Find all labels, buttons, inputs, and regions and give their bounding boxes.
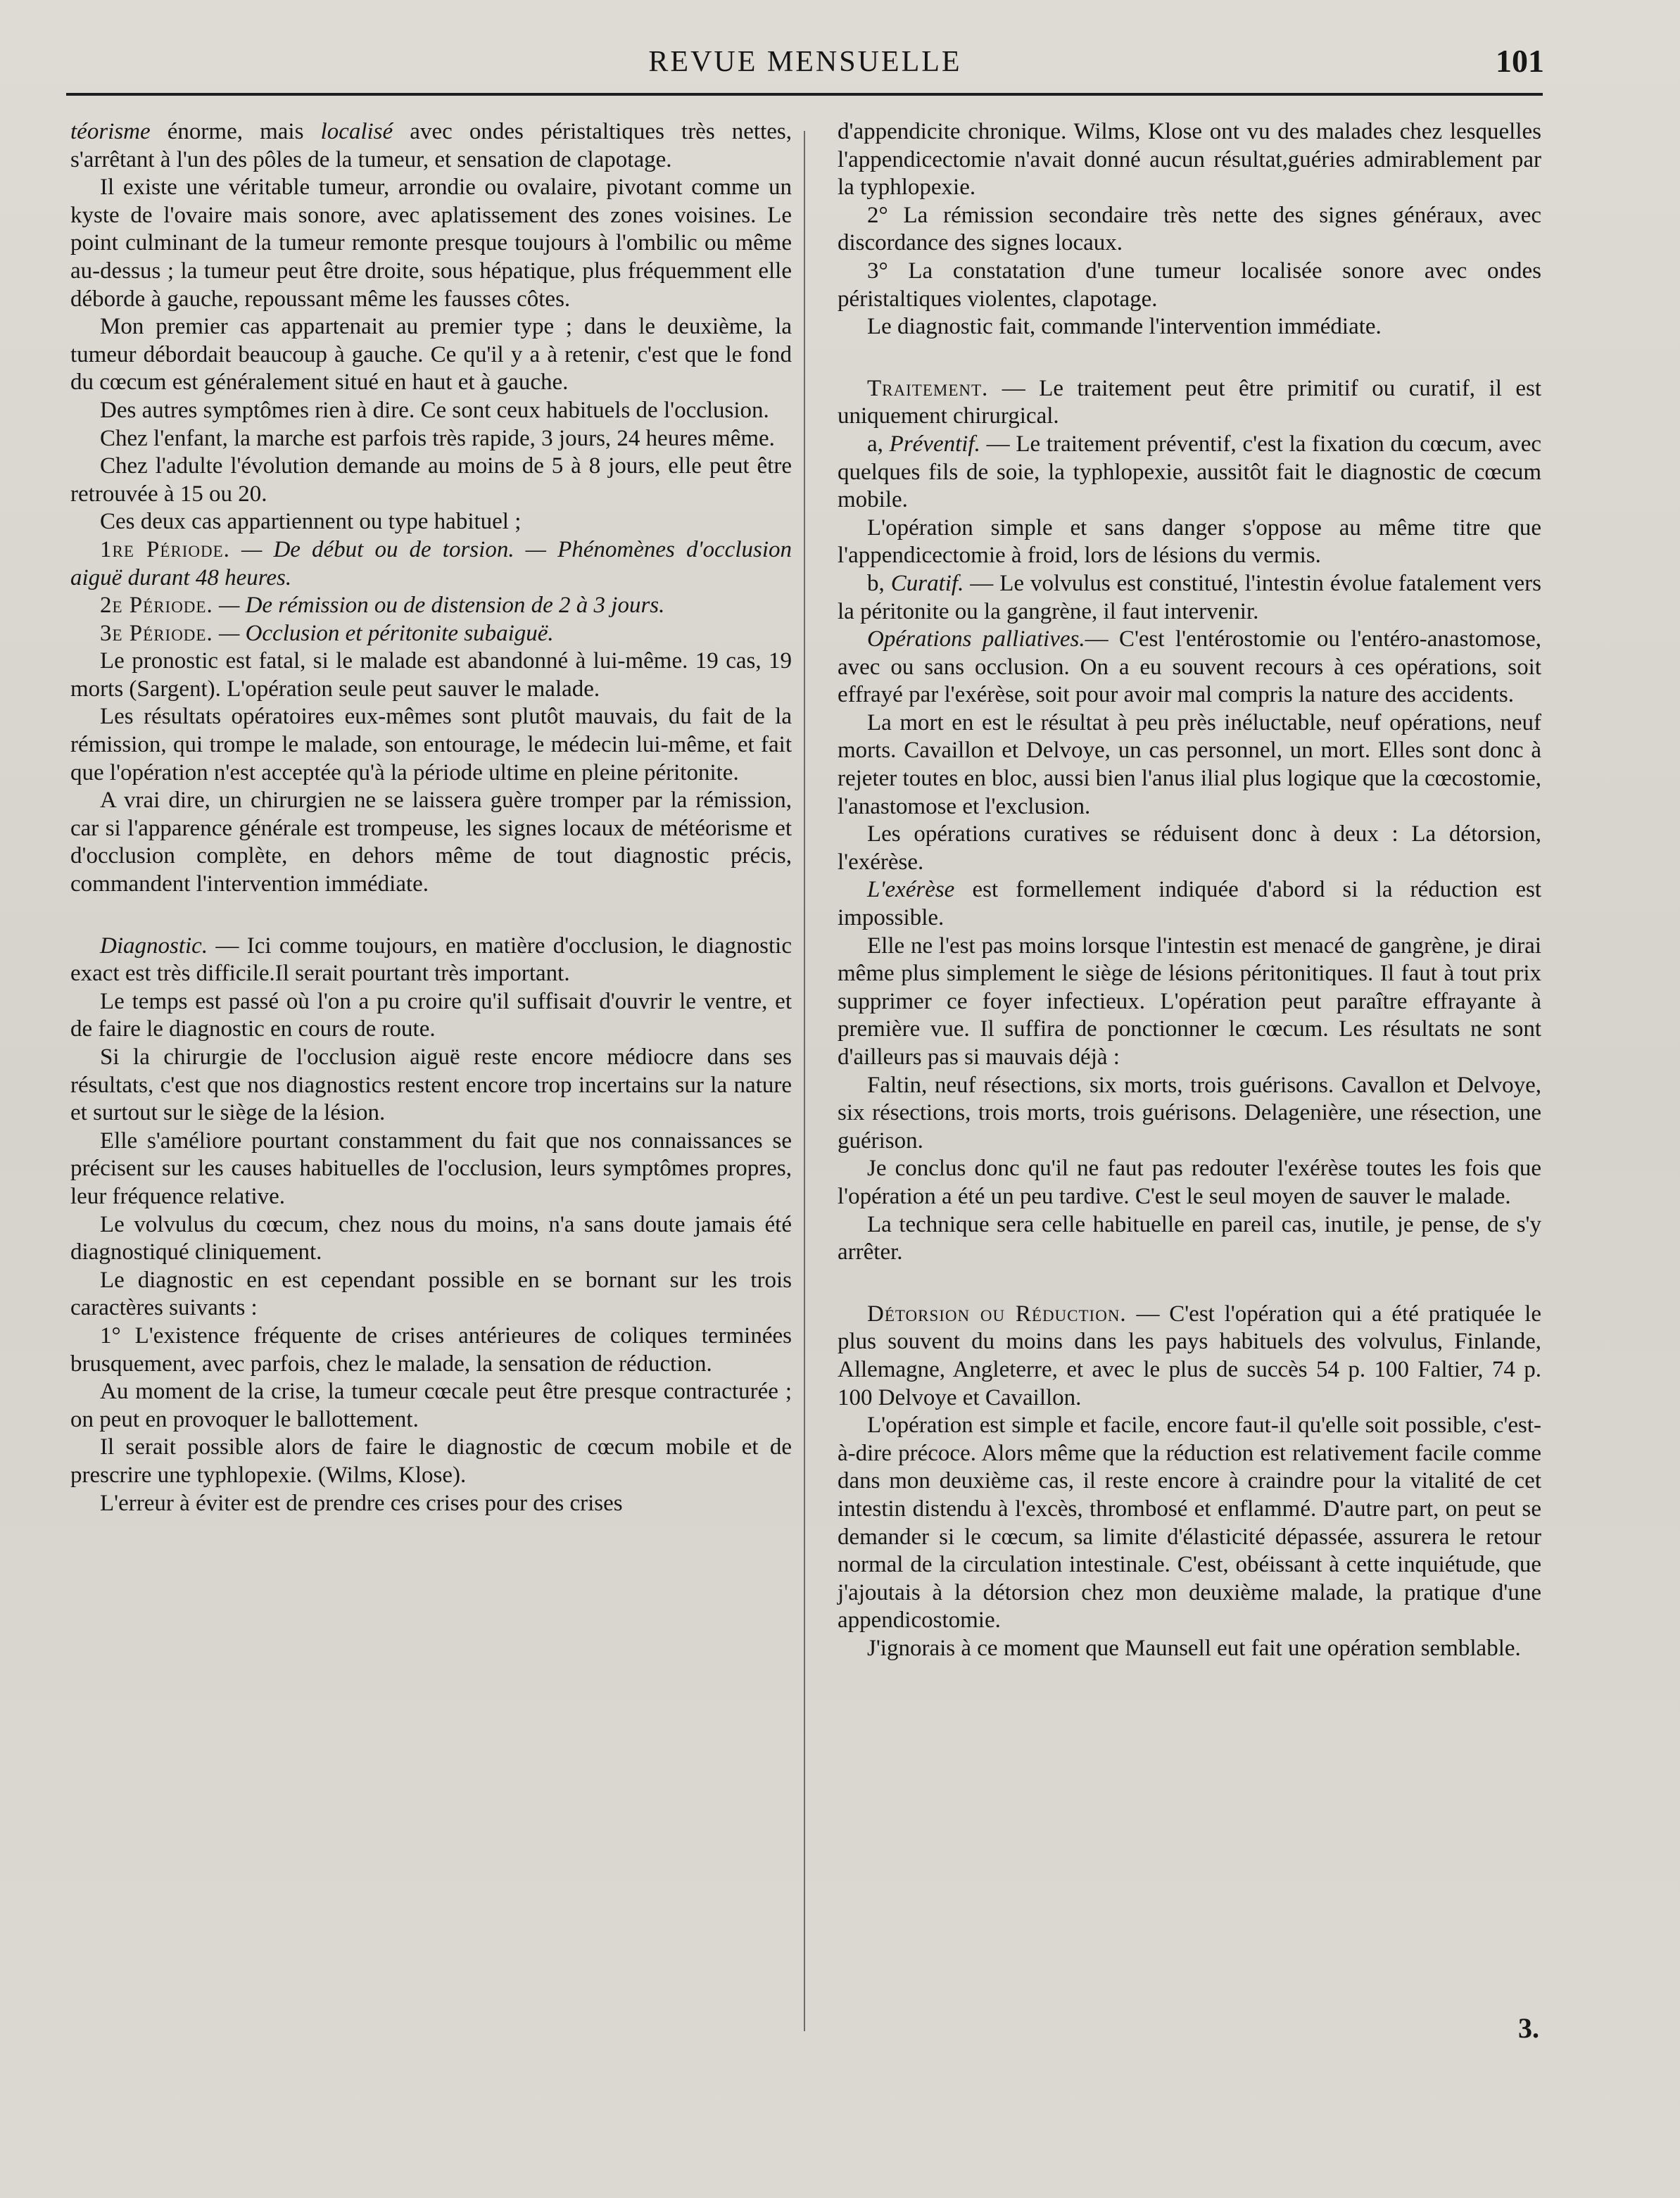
left-column — [70, 118, 792, 1517]
subsection-label: Opérations palliatives. — [867, 626, 1085, 652]
paragraph: 3° La constatation d'une tumeur localisée sonore avec ondes péristaltiques violentes, clapotage. — [838, 258, 1541, 312]
text: — Le traitement peut être primitif ou curatif, il est uniquement chirurgical. — [838, 375, 1541, 429]
column-divider — [804, 131, 805, 2031]
paragraph: Elle ne l'est pas moins lorsque l'intestin est menacé de gangrène, je dirai même plus simplement le siège de lésions péritonitiques. Il faut à tout prix supprimer ce foyer infectieux. L'opération peut paraître effrayante à première vue. Il suffira de ponctionner le cœcum. Les résultats ne sont d'ailleurs pas si mauvais déjà : — [838, 933, 1541, 1070]
subsection-label: L'exérèse — [867, 877, 955, 903]
paragraph: Il serait possible alors de faire le diagnostic de cœcum mobile et de prescrire une typhlopexie. (Wilms, Klose). — [70, 1434, 792, 1488]
paragraph: Il existe une véritable tumeur, arrondie ou ovalaire, pivotant comme un kyste de l'ovaire mais sonore, avec aplatissement des zones voisines. Le point culminant de la tumeur remonte presque toujours à l'ombilic ou même au-dessus ; la tumeur peut être droite, sous hépatique, plus fréquemment elle déborde à gauche, repoussant même les fausses côtes. — [70, 175, 792, 312]
section-label: Traitement. — [867, 375, 989, 401]
italic-text: téorisme — [70, 119, 151, 144]
paragraph: Si la chirurgie de l'occlusion aiguë reste encore médiocre dans ses résultats, c'est que nos diagnostics restent encore trop incertains sur la nature et surtout sur le siège de la lésion. — [70, 1044, 792, 1126]
header-rule — [66, 93, 1543, 96]
paragraph: Ces deux cas appartiennent ou type habituel ; — [100, 509, 522, 535]
period-paragraph — [70, 536, 792, 592]
paragraph: Les opérations curatives se réduisent donc à deux : La détorsion, l'exérèse. — [838, 821, 1541, 875]
section-paragraph — [70, 933, 792, 988]
section-paragraph — [838, 1301, 1541, 1412]
paragraph: Les résultats opératoires eux-mêmes sont plutôt mauvais, du fait de la rémission, qui trompe le malade, son entourage, le médecin lui-même, et fait que l'opération n'est acceptée qu'à la période ultime en pleine péritonite. — [70, 704, 792, 785]
paragraph: L'opération simple et sans danger s'oppose au même titre que l'appendicectomie à froid, lors de lésions du vermis. — [838, 514, 1541, 569]
period-text: — De début ou de torsion. — Phénomènes d'occlusion aiguë durant 48 heures. — [70, 536, 792, 590]
paragraph — [838, 431, 1541, 514]
paragraph: A vrai dire, un chirurgien ne se laissera guère tromper par la rémission, car si l'apparence générale est trompeuse, les signes locaux de météorisme et d'occlusion complète, en dehors même de tout diagnostic précis, commandent l'intervention immédiate. — [70, 788, 792, 897]
text: — Le volvulus est constitué, l'intestin évolue fatalement vers la péritonite ou la gangrène, il faut intervenir. — [838, 570, 1541, 624]
section-paragraph — [838, 375, 1541, 431]
period-text: — De rémission ou de distension de 2 à 3 jours. — [213, 593, 665, 619]
paragraph: Le volvulus du cœcum, chez nous du moins, n'a sans doute jamais été diagnostiqué cliniquement. — [70, 1211, 792, 1265]
paragraph: La technique sera celle habituelle en pareil cas, inutile, je pense, de s'y arrêter. — [838, 1211, 1541, 1265]
paragraph: L'erreur à éviter est de prendre ces crises pour des crises — [100, 1490, 623, 1516]
paragraph: Chez l'adulte l'évolution demande au moins de 5 à 8 jours, elle peut être retrouvée à 15 ou 20. — [70, 453, 792, 507]
italic-text: localisé — [320, 119, 393, 144]
paragraph: Elle s'améliore pourtant constamment du fait que nos connaissances se précisent sur les causes habituelles de l'occlusion, leurs symptômes propres, leur fréquence relative. — [70, 1128, 792, 1209]
paragraph: 2° La rémission secondaire très nette des signes généraux, avec discordance des signes locaux. — [838, 202, 1541, 256]
paragraph: Je conclus donc qu'il ne faut pas redouter l'exérèse toutes les fois que l'opération a été un peu tardive. C'est le seul moyen de sauver le malade. — [838, 1156, 1541, 1209]
running-head: REVUE MENSUELLE — [648, 46, 962, 78]
paragraph — [838, 626, 1541, 709]
paragraph: La mort en est le résultat à peu près inéluctable, neuf opérations, neuf morts. Cavaillon et Delvoye, un cas personnel, un mort. Elles sont donc à rejeter toutes en bloc, aussi bien l'anus ilial plus logique que la cœcostomie, l'anastomose et l'exclusion. — [838, 709, 1541, 819]
text: est formellement indiquée d'abord si la réduction est impossible. — [838, 877, 1541, 931]
paragraph: J'ignorais à ce moment que Maunsell eut fait une opération semblable. — [867, 1635, 1521, 1661]
text: b, — [867, 570, 891, 596]
paragraph: Faltin, neuf résections, six morts, trois guérisons. Cavallon et Delvoye, six résections, trois morts, trois guérisons. Delagenière, une résection, une guérison. — [838, 1072, 1541, 1154]
text: — C'est l'opération qui a été pratiquée le plus souvent du moins dans les pays habituels des volvulus, Finlande, Allemagne, Angleterre, et avec le plus de succès 54 p. 100 Faltier, 74 p. 100 Delvoye et Cavaillon. — [838, 1301, 1541, 1410]
period-paragraph — [70, 592, 792, 620]
subsection-label: Préventif. — [889, 431, 980, 457]
section-label: Détorsion ou Réduction. — [867, 1301, 1127, 1327]
paragraph: Le diagnostic fait, commande l'intervention immédiate. — [867, 314, 1382, 340]
period-paragraph — [70, 620, 792, 648]
paragraph — [838, 570, 1541, 626]
text: — C'est l'entérostomie ou l'entéro-anastomose, avec ou sans occlusion. On a eu souvent recours à ces opérations, soit effrayé par l'exérèse, soit pour avoir mal compris la nature des accidents. — [838, 626, 1541, 708]
paragraph — [70, 118, 792, 174]
period-label: 2e Période. — [100, 593, 213, 619]
right-column — [838, 118, 1541, 1662]
period-label: 1re Période. — [100, 536, 230, 562]
period-label: 3e Période. — [100, 620, 213, 646]
text: énorme, mais — [150, 119, 321, 144]
page-number: 101 — [1496, 43, 1544, 79]
paragraph: L'opération est simple et facile, encore faut-il qu'elle soit possible, c'est-à-dire précoce. Alors même que la réduction est relativement facile comme dans mon deuxième cas, il reste encore à craindre pour la vitalité de cet intestin distendu à l'excès, thrombosé et enflammé. D'autre part, on peut se demander si le cœcum, sa limite d'élasticité dépassée, assurera le retour normal de la circulation intestinale. C'est, obéissant à cette inquiétude, que j'ajoutais à la détorsion chez mon deuxième malade, la pratique d'une appendicostomie. — [838, 1413, 1541, 1634]
text: — Ici comme toujours, en matière d'occlusion, le diagnostic exact est très difficile.Il serait pourtant très important. — [70, 933, 792, 987]
text: a, — [867, 431, 890, 457]
paragraph: Chez l'enfant, la marche est parfois très rapide, 3 jours, 24 heures même. — [100, 425, 775, 451]
paragraph: d'appendicite chronique. Wilms, Klose ont vu des malades chez lesquelles l'appendicectomie n'avait donné aucun résultat,guéries admirablement par la typhlopexie. — [838, 119, 1541, 201]
period-text: — Occlusion et péritonite subaiguë. — [213, 620, 554, 646]
signature-mark: 3. — [1518, 2012, 1539, 2044]
paragraph: Mon premier cas appartenait au premier type ; dans le deuxième, la tumeur débordait beaucoup à gauche. Ce qu'il y a à retenir, c'est que le fond du cœcum est généralement situé en haut et à gauche. — [70, 314, 792, 396]
paragraph: Le temps est passé où l'on a pu croire qu'il suffisait d'ouvrir le ventre, et de faire le diagnostic en cours de route. — [70, 988, 792, 1042]
page-header — [66, 39, 1544, 89]
paragraph: 1° L'existence fréquente de crises antérieures de coliques terminées brusquement, avec parfois, chez le malade, la sensation de réduction. — [70, 1322, 792, 1377]
paragraph — [838, 876, 1541, 932]
paragraph: Des autres symptômes rien à dire. Ce sont ceux habituels de l'occlusion. — [100, 397, 769, 423]
paragraph: Le diagnostic en est cependant possible en se bornant sur les trois caractères suivants : — [70, 1267, 792, 1321]
text: avec ondes péristaltiques très nettes, s'arrêtant à l'un des pôles de la tumeur, et sensation de clapotage. — [70, 119, 792, 172]
paragraph: Au moment de la crise, la tumeur cœcale peut être presque contracturée ; on peut en provoquer le ballottement. — [70, 1379, 792, 1432]
text: — Le traitement préventif, c'est la fixation du cœcum, avec quelques fils de soie, la typhlopexie, aussitôt fait le diagnostic de cœcum mobile. — [838, 431, 1541, 513]
section-label: Diagnostic. — [100, 933, 208, 959]
paragraph: Le pronostic est fatal, si le malade est abandonné à lui-même. 19 cas, 19 morts (Sargent). L'opération seule peut sauver le malade. — [70, 648, 792, 702]
subsection-label: Curatif. — [890, 570, 964, 596]
